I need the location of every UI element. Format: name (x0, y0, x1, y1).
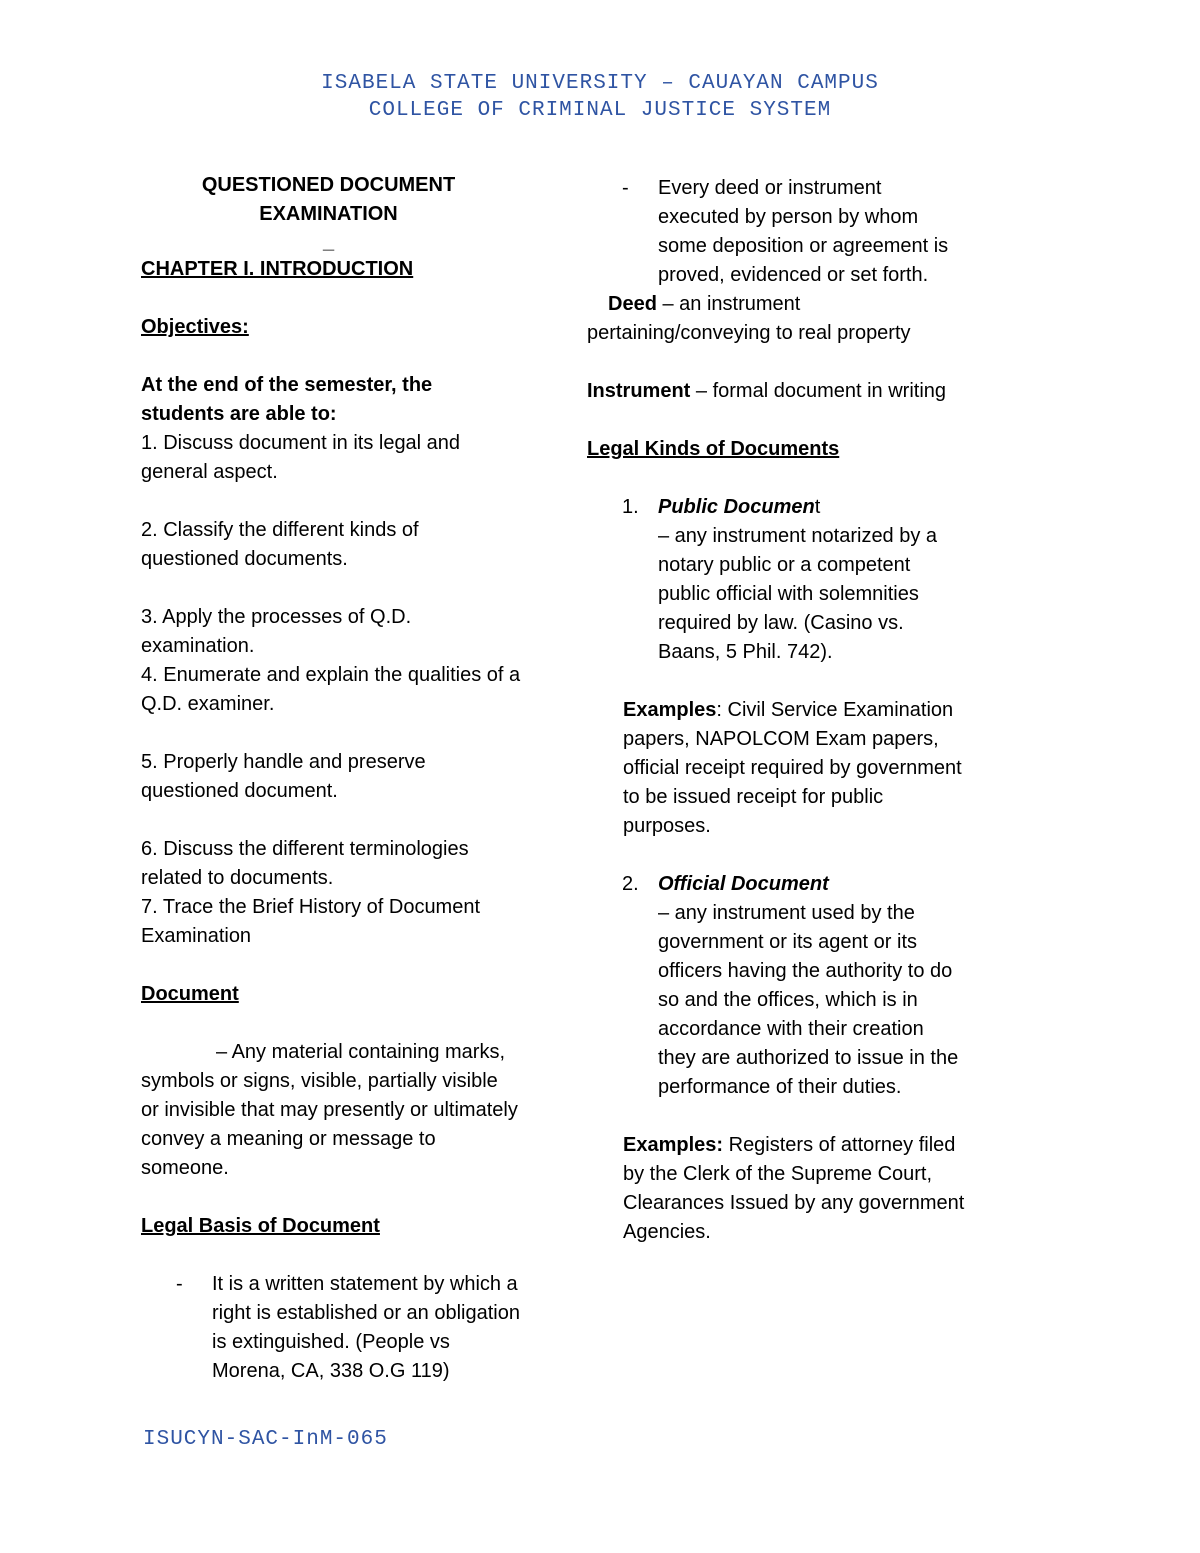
kind-2-definition: – any instrument used by the government or its agent or its officers having the authority to do so and the offices, which is in accordance with their creation they are authorized to issue in the performance of their duties. (658, 902, 959, 1098)
title-rule: _ (322, 231, 335, 253)
objective-6: 6. Discuss the different terminologies related to documents. (141, 838, 469, 889)
kind-1 (587, 493, 967, 522)
objectives-intro: At the end of the semester, the students are able to: (141, 374, 433, 425)
university-header: ISABELA STATE UNIVERSITY – CAUAYAN CAMPUS (321, 72, 879, 95)
kind-1-number: 1. (622, 496, 639, 518)
objective-2: 2. Classify the different kinds of questioned documents. (141, 519, 419, 570)
chapter-heading: CHAPTER I. INTRODUCTION (141, 258, 414, 280)
kind-2-number: 2. (622, 873, 639, 895)
objective-7: 7. Trace the Brief History of Document Examination (141, 896, 481, 947)
objective-5: 5. Properly handle and preserve questioned document. (141, 751, 426, 802)
objective-3: 3. Apply the processes of Q.D. examination. (141, 606, 412, 657)
kind-2-title: Official Document (658, 873, 829, 895)
kind-1-title: Public Document (658, 496, 821, 518)
document-definition: – Any material containing marks, symbols or signs, visible, partially visible or invisible that may presently or ultimately convey a meaning or message to someone. (141, 1041, 518, 1179)
objective-4: 4. Enumerate and explain the qualities of a Q.D. examiner. (141, 664, 521, 715)
dash-bullet: - (622, 177, 629, 199)
legal-basis-heading: Legal Basis of Document (141, 1215, 380, 1237)
instrument-definition (587, 377, 967, 406)
instrument-def: – formal document in writing (690, 380, 947, 402)
kind-2-examples: Examples: Registers of attorney filed by the Clerk of the Supreme Court, Clearances Issued by any government Agencies. (623, 1134, 965, 1243)
legal-basis-item (141, 1270, 521, 1386)
kind-2 (587, 870, 967, 899)
doc-title-line2: EXAMINATION (259, 203, 398, 225)
objective-1: 1. Discuss document in its legal and general aspect. (141, 432, 461, 483)
deed-def: – an instrument pertaining/conveying to real property (587, 293, 911, 344)
kind-1-examples: Examples: Civil Service Examination papers, NAPOLCOM Exam papers, official receipt required by government to be issued receipt for public purposes. (623, 699, 962, 837)
deed-definition (587, 290, 967, 348)
right-column (587, 174, 967, 1247)
doc-title-line1: QUESTIONED DOCUMENT (201, 174, 456, 196)
objectives-heading: Objectives: (141, 316, 249, 338)
deed-term: Deed (608, 293, 657, 315)
deed-instrument-item (587, 174, 967, 290)
instrument-term: Instrument (587, 380, 691, 402)
legal-kinds-heading: Legal Kinds of Documents (587, 438, 840, 460)
college-header: COLLEGE OF CRIMINAL JUSTICE SYSTEM (368, 99, 832, 122)
document-code-footer: ISUCYN-SAC-InM-065 (143, 1428, 388, 1451)
legal-basis-text: It is a written statement by which a right is established or an obligation is extinguished. (People vs Morena, CA, 338 O.G 119) (212, 1273, 520, 1382)
deed-instrument-text: Every deed or instrument executed by person by whom some deposition or agreement is proved, evidenced or set forth. (658, 177, 949, 286)
document-heading: Document (141, 983, 239, 1005)
left-column (141, 171, 521, 1386)
dash-bullet: - (176, 1273, 183, 1295)
kind-1-definition: – any instrument notarized by a notary public or a competent public official with solemnities required by law. (Casino vs. Baans, 5 Phil. 742). (658, 525, 938, 663)
